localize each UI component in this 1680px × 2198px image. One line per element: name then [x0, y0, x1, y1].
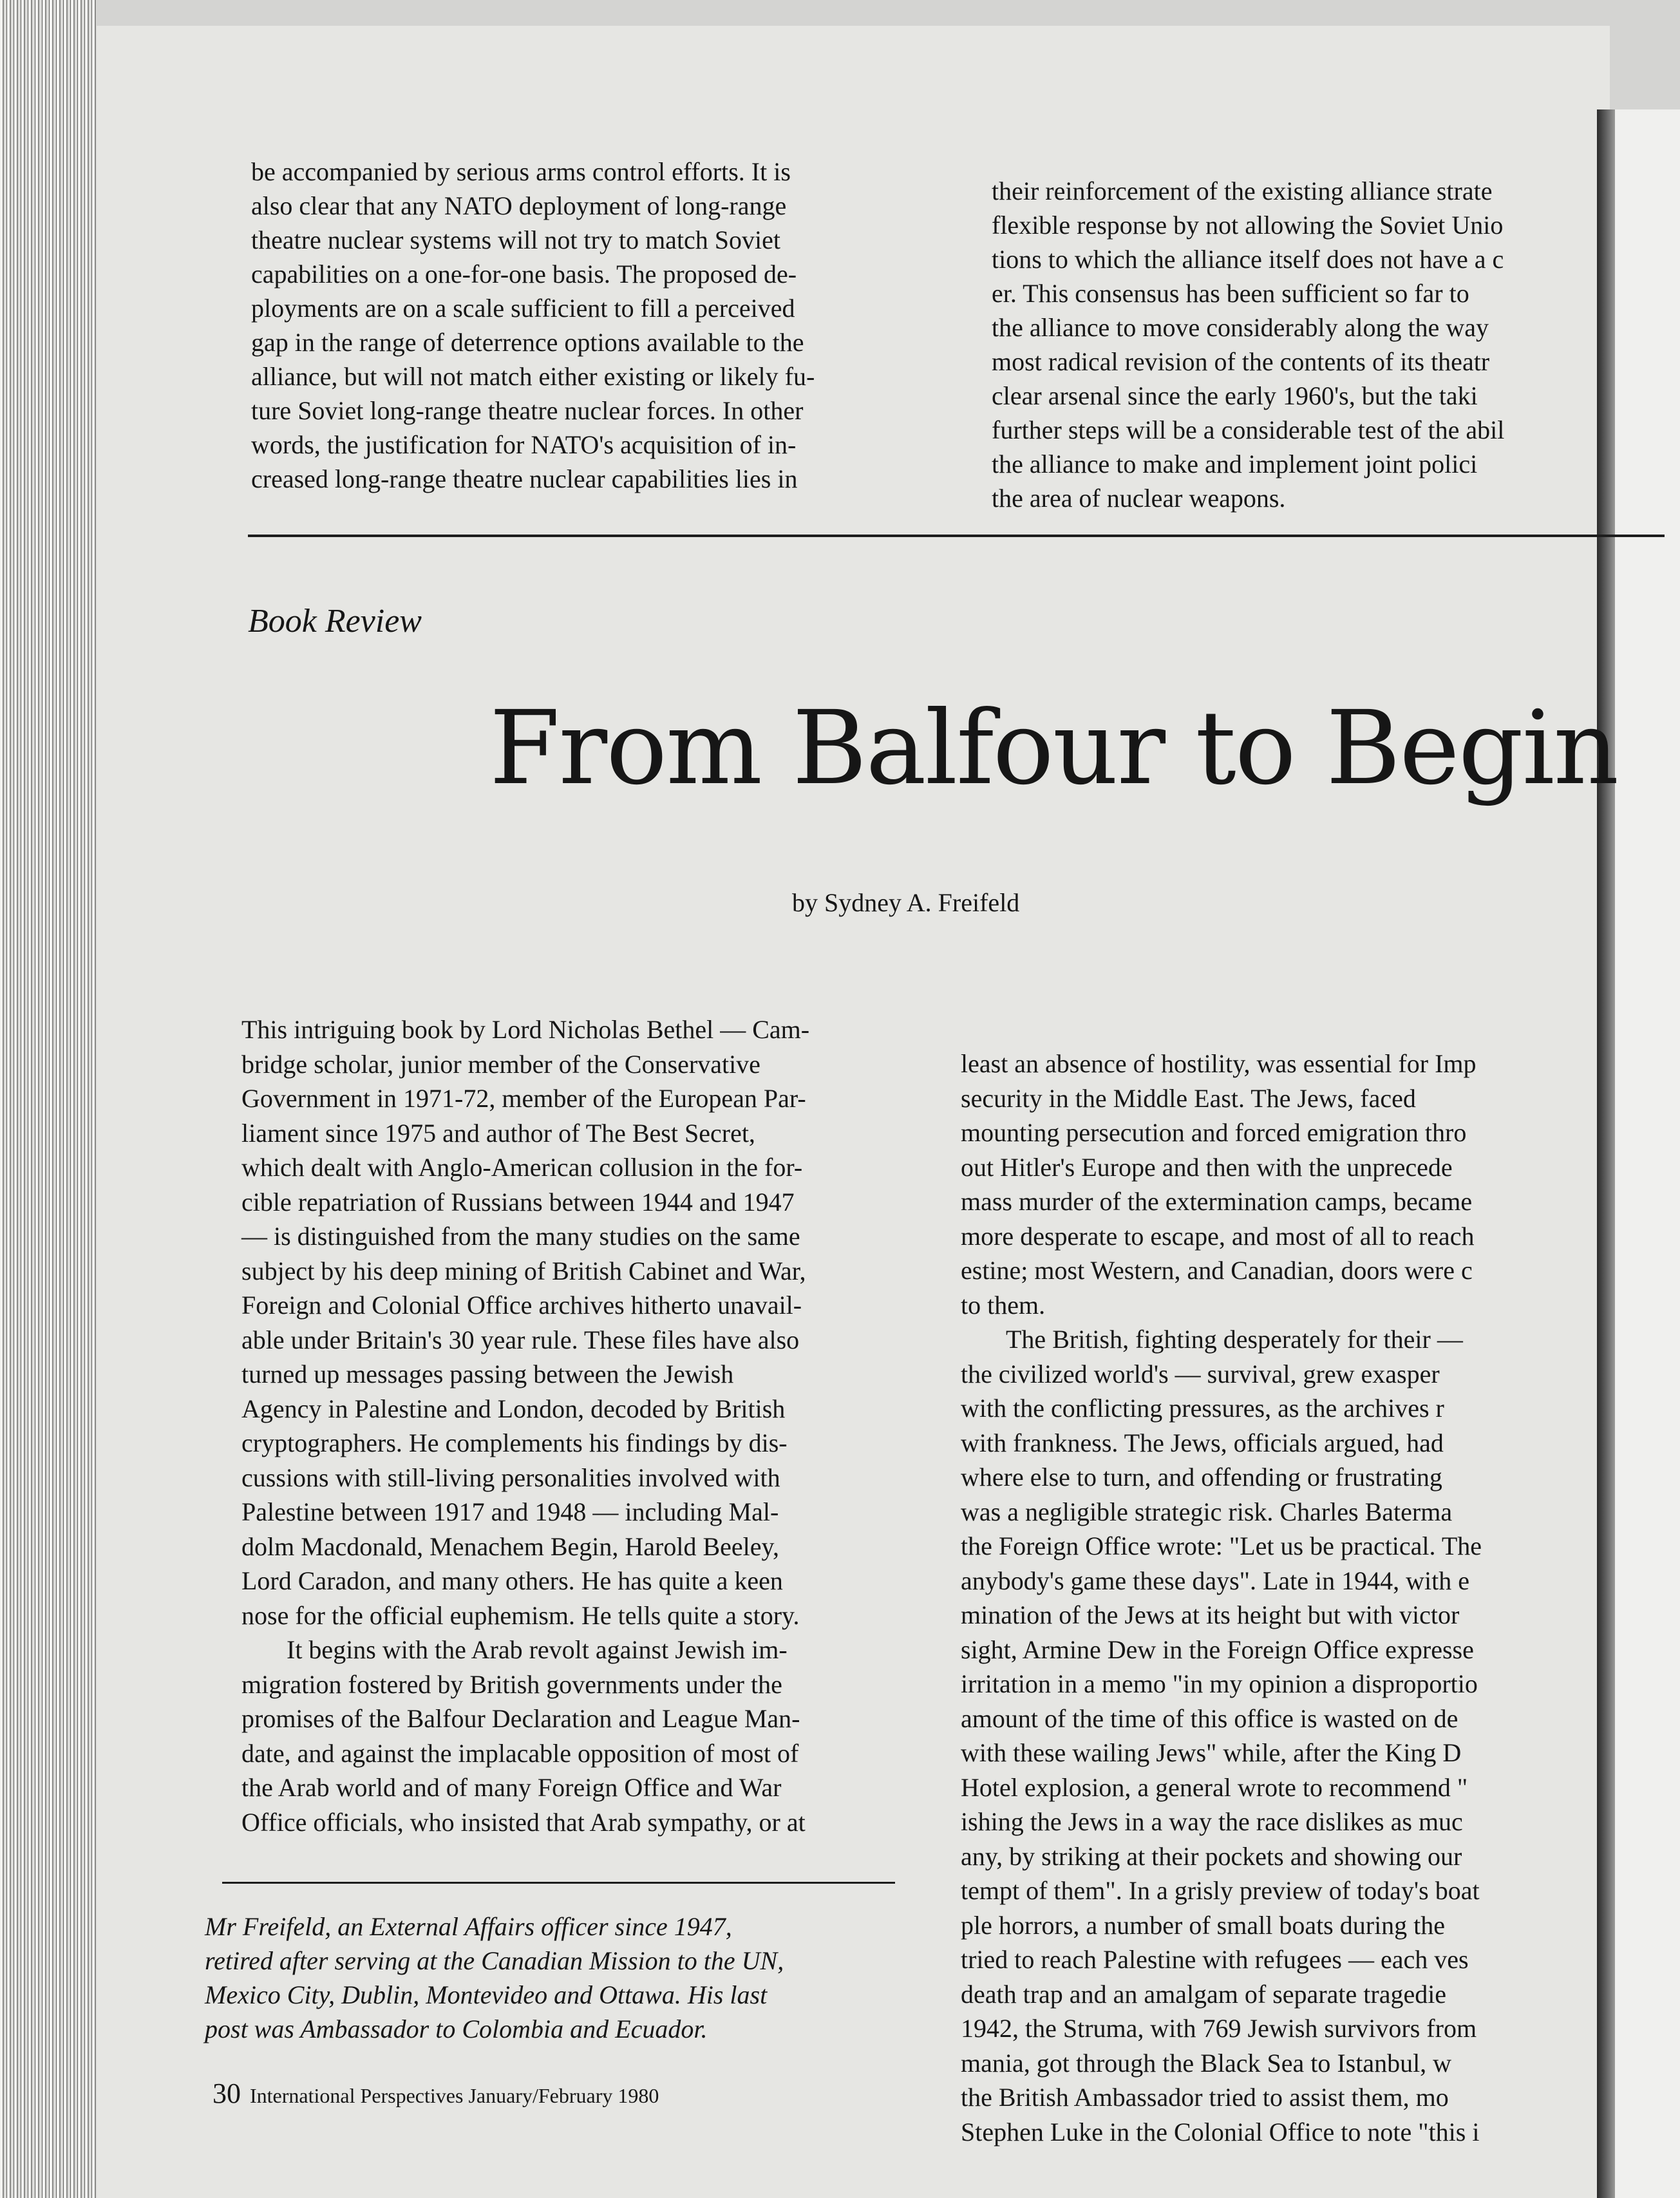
text-line: promises of the Balfour Declaration and League Man- — [241, 1704, 800, 1733]
paragraph — [961, 1047, 1605, 1322]
body-right-column — [961, 1047, 1605, 2149]
article-title: From Balfour to Begin — [489, 689, 1618, 808]
text-line: 1942, the Struma, with 769 Jewish survivors from — [961, 2014, 1477, 2043]
section-divider — [248, 535, 1665, 537]
text-line: ple horrors, a number of small boats during the — [961, 1910, 1446, 1940]
text-line: with these wailing Jews" while, after the King D — [961, 1738, 1462, 1767]
byline: by Sydney A. Freifeld — [792, 888, 1020, 917]
text-line: ishing the Jews in a way the race dislikes as muc — [961, 1807, 1463, 1836]
text-line: Mr Freifeld, an External Affairs officer since 1947, — [205, 1912, 732, 1941]
author-note — [205, 1909, 913, 2046]
text-line: liament since 1975 and author of The Best Secret, — [241, 1118, 755, 1148]
text-line: least an absence of hostility, was essential for Imp — [961, 1049, 1477, 1078]
text-line: death trap and an amalgam of separate tragedie — [961, 1979, 1447, 2009]
text-line: amount of the time of this office is wasted on de — [961, 1703, 1458, 1733]
text-line: Government in 1971-72, member of the European Par- — [241, 1084, 806, 1113]
text-line: subject by his deep mining of British Cabinet and War, — [241, 1256, 806, 1285]
text-line: to them. — [961, 1290, 1046, 1320]
facing-page-edge — [1609, 109, 1680, 2198]
text-line: further steps will be a considerable test of the abil — [992, 415, 1505, 444]
text-line: with frankness. The Jews, officials argued, had — [961, 1428, 1444, 1457]
text-line: Hotel explosion, a general wrote to recommend " — [961, 1772, 1468, 1802]
paragraph — [961, 1322, 1605, 2149]
top-left-column — [251, 155, 947, 496]
text-line: mass murder of the extermination camps, became — [961, 1187, 1473, 1216]
text-line: Lord Caradon, and many others. He has quite a keen — [241, 1566, 783, 1595]
text-line: date, and against the implacable opposition of most of — [241, 1738, 799, 1768]
text-line: This intriguing book by Lord Nicholas Bethel — Cam- — [241, 1015, 810, 1044]
text-line: able under Britain's 30 year rule. These files have also — [241, 1325, 800, 1354]
text-line: also clear that any NATO deployment of long-range — [251, 191, 787, 220]
text-line: — is distinguished from the many studies on the same — [241, 1222, 800, 1251]
text-line: bridge scholar, junior member of the Conservative — [241, 1049, 760, 1079]
text-line: the area of nuclear weapons. — [992, 484, 1286, 513]
text-line: er. This consensus has been sufficient so far to — [992, 279, 1469, 308]
text-line: sight, Armine Dew in the Foreign Office expresse — [961, 1634, 1474, 1664]
text-line: Foreign and Colonial Office archives hitherto unavail- — [241, 1291, 802, 1320]
text-line: mounting persecution and forced emigration thro — [961, 1118, 1467, 1147]
text-line: post was Ambassador to Colombia and Ecuador. — [205, 2014, 708, 2043]
text-line: cible repatriation of Russians between 1944 and 1947 — [241, 1187, 795, 1217]
text-line: dolm Macdonald, Menachem Begin, Harold Beeley, — [241, 1531, 779, 1561]
text-line: tions to which the alliance itself does not have a c — [992, 245, 1504, 274]
text-line: the British Ambassador tried to assist them, mo — [961, 2083, 1449, 2112]
text-line: nose for the official euphemism. He tells quite a story. — [241, 1600, 800, 1630]
text-line: their reinforcement of the existing alliance strate — [992, 176, 1493, 205]
text-line: the Foreign Office wrote: "Let us be practical. The — [961, 1531, 1482, 1560]
text-line: mania, got through the Black Sea to Istanbul, w — [961, 2048, 1452, 2078]
text-line: the Arab world and of many Foreign Office and War — [241, 1773, 782, 1802]
paragraph — [241, 1633, 918, 1839]
text-line: with the conflicting pressures, as the archives r — [961, 1394, 1444, 1423]
body-left-column — [241, 1012, 918, 1839]
text-line: the alliance to make and implement joint polici — [992, 450, 1478, 478]
text-line: alliance, but will not match either existing or likely fu- — [251, 362, 815, 391]
text-line: theatre nuclear systems will not try to match Soviet — [251, 225, 781, 254]
text-line: Stephen Luke in the Colonial Office to note "this i — [961, 2117, 1480, 2146]
text-line: flexible response by not allowing the Soviet Unio — [992, 211, 1504, 240]
text-line: It begins with the Arab revolt against Jewish im- — [287, 1635, 788, 1664]
text-line: mination of the Jews at its height but with victor — [961, 1600, 1460, 1629]
book-spine — [0, 0, 97, 2198]
page-footer — [212, 2077, 659, 2110]
text-line: any, by striking at their pockets and showing our — [961, 1841, 1462, 1871]
text-line: security in the Middle East. The Jews, faced — [961, 1083, 1416, 1113]
text-line: Palestine between 1917 and 1948 — including Mal- — [241, 1497, 779, 1526]
text-line: most radical revision of the contents of its theatr — [992, 347, 1490, 376]
text-line: which dealt with Anglo-American collusion in the for- — [241, 1153, 803, 1182]
text-line: anybody's game these days". Late in 1944, with e — [961, 1566, 1470, 1595]
text-line: estine; most Western, and Canadian, doors were c — [961, 1256, 1473, 1285]
text-line: more desperate to escape, and most of all to reach — [961, 1221, 1475, 1251]
text-line: be accompanied by serious arms control efforts. It is — [251, 157, 791, 186]
paragraph — [241, 1012, 918, 1633]
text-line: out Hitler's Europe and then with the unprecede — [961, 1152, 1453, 1182]
text-line: tempt of them". In a grisly preview of today's boat — [961, 1876, 1480, 1905]
text-line: tried to reach Palestine with refugees — each ves — [961, 1945, 1469, 1974]
text-line: The British, fighting desperately for their — — [1006, 1325, 1463, 1354]
text-line: where else to turn, and offending or frustrating — [961, 1463, 1442, 1492]
text-line: the alliance to move considerably along the way — [992, 313, 1489, 342]
text-line: migration fostered by British governments under the — [241, 1669, 782, 1699]
text-line: words, the justification for NATO's acquisition of in- — [251, 430, 797, 459]
note-divider — [222, 1882, 895, 1884]
text-line: turned up messages passing between the Jewish — [241, 1360, 734, 1388]
publication-info: International Perspectives January/February 1980 — [250, 2084, 659, 2107]
text-line: retired after serving at the Canadian Mission to the UN, — [205, 1946, 784, 1975]
text-line: was a negligible strategic risk. Charles Baterma — [961, 1497, 1453, 1526]
text-line: gap in the range of deterrence options available to the — [251, 328, 804, 357]
text-line: irritation in a memo "in my opinion a disproportio — [961, 1669, 1478, 1698]
text-line: Office officials, who insisted that Arab sympathy, or at — [241, 1807, 806, 1837]
text-line: ployments are on a scale sufficient to fill a perceived — [251, 294, 795, 323]
text-line: cussions with still-living personalities involved with — [241, 1463, 780, 1492]
text-line: the civilized world's — survival, grew exasper — [961, 1359, 1440, 1388]
text-line: clear arsenal since the early 1960's, but the taki — [992, 381, 1478, 410]
text-line: capabilities on a one-for-one basis. The proposed de- — [251, 260, 797, 289]
text-line: cryptographers. He complements his findings by dis- — [241, 1428, 788, 1457]
text-line: Agency in Palestine and London, decoded by British — [241, 1394, 786, 1423]
text-line: ture Soviet long-range theatre nuclear forces. In other — [251, 396, 804, 425]
page-number: 30 — [212, 2078, 241, 2109]
section-label: Book Review — [248, 603, 422, 640]
text-line: Mexico City, Dublin, Montevideo and Ottawa. His last — [205, 1980, 768, 2009]
top-right-column — [992, 174, 1597, 515]
text-line: creased long-range theatre nuclear capabilities lies in — [251, 464, 798, 493]
